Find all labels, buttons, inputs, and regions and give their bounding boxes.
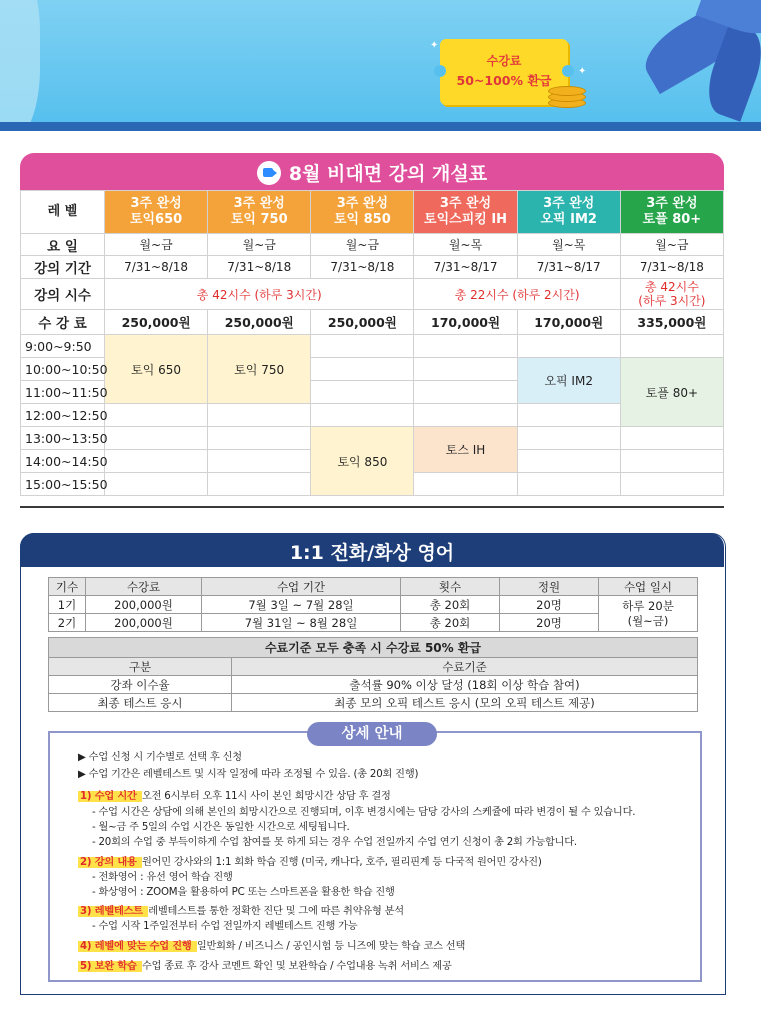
ticket-line-2: 50~100% 환급 (456, 73, 552, 88)
top-banner (0, 0, 761, 122)
class-block-toeic750: 토익 750 (208, 335, 311, 404)
class-block-toefl: 토플 80+ (620, 358, 723, 427)
hours-cell: 총 22시수 (하루 2시간) (414, 279, 620, 310)
fee-cell: 250,000원 (208, 310, 311, 335)
table-cell: 최종 모의 오픽 테스트 응시 (모의 오픽 테스트 제공) (232, 694, 698, 712)
period-cell: 7/31~8/18 (208, 256, 311, 279)
time-label: 12:00~12:50 (21, 404, 105, 427)
table-cell: 강좌 이수율 (49, 676, 232, 694)
sparkle-icon: ✦ (430, 40, 439, 51)
class-table (48, 577, 698, 632)
class-block-toss: 토스 IH (414, 427, 517, 473)
column-header: 수업 일시 (599, 578, 698, 596)
fee-cell: 170,000원 (517, 310, 620, 335)
period-cell: 7/31~8/18 (620, 256, 723, 279)
oneonone-header (20, 533, 724, 567)
row-label: 요 일 (21, 234, 105, 256)
fee-cell: 250,000원 (105, 310, 208, 335)
column-header: 구분 (49, 658, 232, 676)
table-header-row (49, 658, 698, 676)
time-label: 9:00~9:50 (21, 335, 105, 358)
row-label: 수 강 료 (21, 310, 105, 335)
detail-bullet: ▶ 수업 기간은 레벨테스트 및 시작 일정에 따라 조정될 수 있음. (총 20회 진행) (78, 769, 419, 780)
class-block-toeic850: 토익 850 (311, 427, 414, 496)
day-cell: 월~금 (105, 234, 208, 256)
column-header: 정원 (500, 578, 599, 596)
time-label: 13:00~13:50 (21, 427, 105, 450)
detail-sub: - 전화영어 : 유선 영어 학습 진행 (92, 872, 233, 883)
detail-sub: - 월~금 주 5일의 수업 시간은 동일한 시간으로 세팅됩니다. (92, 822, 350, 833)
period-cell: 7/31~8/17 (517, 256, 620, 279)
hours-cell: 총 42시수 (하루 3시간) (620, 279, 723, 310)
table-cell: 2기 (49, 614, 86, 632)
period-cell: 7/31~8/18 (311, 256, 414, 279)
detail-item: 1) 수업 시간 오전 6시부터 오후 11시 사이 본인 희망시간 상담 후 결정 (80, 791, 391, 802)
class-block-toeic650: 토익 650 (105, 335, 208, 404)
table-cell: 총 20회 (401, 596, 500, 614)
table-cell: 200,000원 (86, 596, 202, 614)
zoom-icon (257, 161, 281, 185)
class-block-opic: 오픽 IM2 (517, 358, 620, 404)
table-row (49, 694, 698, 712)
table-cell: 7월 31일 ~ 8월 28일 (202, 614, 401, 632)
detail-title: 상세 안내 (307, 722, 437, 746)
detail-bullet: ▶ 수업 신청 시 기수별로 선택 후 신청 (78, 752, 242, 763)
day-cell: 월~목 (414, 234, 517, 256)
course-header: 3주 완성 토플 80+ (620, 191, 723, 234)
column-header: 수강료 (86, 578, 202, 596)
detail-sub: - 화상영어 : ZOOM을 활용하여 PC 또는 스마트폰을 활용한 학습 진행 (92, 887, 395, 898)
column-header: 기수 (49, 578, 86, 596)
detail-sub: - 수업 시간은 상담에 의해 본인의 희망시간으로 진행되며, 이후 변경시에는 담당 강사의 스케쥴에 따라 변경이 될 수 있습니다. (92, 807, 636, 818)
wave-decoration (0, 0, 40, 122)
top-stripe (0, 122, 761, 131)
fee-cell: 170,000원 (414, 310, 517, 335)
table-cell: 최종 테스트 응시 (49, 694, 232, 712)
table-row (49, 676, 698, 694)
course-header: 3주 완성 토익 750 (208, 191, 311, 234)
refund-table (48, 637, 698, 712)
period-row (21, 256, 724, 279)
day-cell: 월~목 (517, 234, 620, 256)
time-label: 11:00~11:50 (21, 381, 105, 404)
table-cell: 1기 (49, 596, 86, 614)
schedule-header (20, 153, 724, 190)
ticket-line-1: 수강료 (486, 54, 522, 68)
refund-caption: 수료기준 모두 충족 시 수강료 50% 환급 (49, 638, 698, 658)
detail-item: 4) 레벨에 맞는 수업 진행 일반회화 / 비즈니스 / 공인시험 등 니즈에 맞는 학습 코스 선택 (80, 941, 466, 952)
course-header: 3주 완성 오픽 IM2 (517, 191, 620, 234)
fee-cell: 250,000원 (311, 310, 414, 335)
fee-cell: 335,000원 (620, 310, 723, 335)
schedule-title: 8월 비대면 강의 개설표 (288, 163, 488, 185)
period-cell: 7/31~8/18 (105, 256, 208, 279)
detail-item: 5) 보완 학습 수업 종료 후 강사 코멘트 확인 및 보완학습 / 수업내용 녹취 서비스 제공 (80, 961, 452, 972)
day-cell: 월~금 (620, 234, 723, 256)
detail-item: 3) 레벨테스트 레벨테스트를 통한 정확한 진단 및 그에 따른 취약유형 분석 (80, 906, 404, 917)
course-header: 3주 완성 토익스피킹 IH (414, 191, 517, 234)
time-row (21, 404, 724, 427)
row-label: 레 벨 (21, 191, 105, 234)
hours-row (21, 279, 724, 310)
divider (20, 506, 724, 508)
table-header-row (49, 578, 698, 596)
detail-item: 2) 강의 내용 원어민 강사와의 1:1 회화 학습 진행 (미국, 캐나다, 호주, 필리핀계 등 다국적 원어민 강사진) (80, 857, 542, 868)
coins-icon (548, 82, 584, 108)
day-row (21, 234, 724, 256)
table-cell: 200,000원 (86, 614, 202, 632)
sparkle-icon: ✦ (578, 66, 587, 77)
oneonone-title: 1:1 전화/화상 영어 (289, 542, 455, 564)
column-header: 수료기준 (232, 658, 698, 676)
time-label: 10:00~10:50 (21, 358, 105, 381)
detail-sub: - 20회의 수업 중 부득이하게 수업 참여를 못 하게 되는 경우 수업 전일까지 수업 연기 신청이 총 2회 가능합니다. (92, 837, 577, 848)
time-label: 15:00~15:50 (21, 473, 105, 496)
detail-sub: - 수업 시작 1주일전부터 수업 전일까지 레벨테스트 진행 가능 (92, 921, 358, 932)
table-row (49, 596, 698, 614)
day-cell: 월~금 (208, 234, 311, 256)
row-label: 강의 기간 (21, 256, 105, 279)
period-cell: 7/31~8/17 (414, 256, 517, 279)
column-header: 수업 기간 (202, 578, 401, 596)
course-header: 3주 완성 토익 850 (311, 191, 414, 234)
row-label: 강의 시수 (21, 279, 105, 310)
table-cell: 20명 (500, 614, 599, 632)
table-cell: 20명 (500, 596, 599, 614)
table-cell: 7월 3일 ~ 7월 28일 (202, 596, 401, 614)
schedule-table (20, 190, 724, 496)
table-cell: 출석률 90% 이상 달성 (18회 이상 학습 참여) (232, 676, 698, 694)
schedule-cell: 하루 20분 (월~금) (599, 596, 698, 632)
hours-cell: 총 42시수 (하루 3시간) (105, 279, 414, 310)
refund-caption-row (49, 638, 698, 658)
time-label: 14:00~14:50 (21, 450, 105, 473)
day-cell: 월~금 (311, 234, 414, 256)
level-row (21, 191, 724, 234)
fee-row (21, 310, 724, 335)
course-header: 3주 완성 토익650 (105, 191, 208, 234)
column-header: 횟수 (401, 578, 500, 596)
time-row (21, 427, 724, 450)
table-cell: 총 20회 (401, 614, 500, 632)
time-row (21, 335, 724, 358)
